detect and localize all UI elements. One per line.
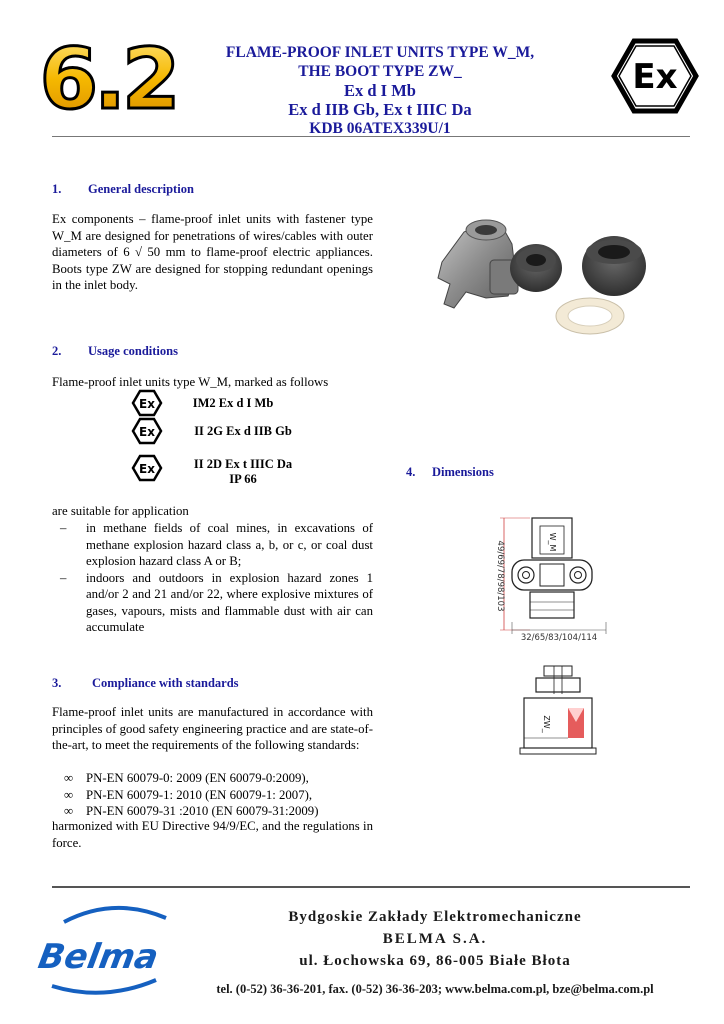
infinity-marker: ∞	[64, 804, 74, 818]
ex-mark-icon	[132, 455, 162, 486]
dimension-drawing-zw	[516, 664, 600, 756]
title-line: THE BOOT TYPE ZW_	[298, 63, 462, 80]
compliance-closing-text: harmonized with EU Directive 94/9/EC, and the regulations in force.	[52, 819, 373, 850]
marking-line: II 2D Ex t IIIC Da	[193, 457, 293, 471]
section-heading-compliance	[52, 676, 239, 691]
company-address: ul. Łochowska 69, 86-005 Białe Błota	[299, 953, 571, 969]
infinity-marker: ∞	[64, 787, 74, 802]
marking-line: II 2G Ex d IIB Gb	[194, 424, 292, 438]
certificate-number: KDB 06ATEX339U/1	[309, 120, 451, 137]
list-item	[52, 570, 373, 636]
dash-marker: –	[60, 521, 67, 535]
product-photo	[424, 200, 694, 348]
section-heading-number: 4.	[406, 465, 416, 479]
marking-line: IP 66	[229, 472, 257, 486]
title-line: Ex d IIB Gb, Ex t IIIC Da	[288, 100, 472, 119]
section-heading-number: 3.	[52, 676, 62, 690]
ex-mark-icon	[132, 390, 162, 421]
list-item	[52, 770, 373, 787]
section-heading-number: 2.	[52, 344, 62, 358]
zw-label: ZW_	[542, 715, 551, 733]
horizontal-dimension-label: 32/65/83/104/114	[520, 633, 598, 643]
section-heading-usage	[52, 344, 178, 359]
list-item-text: indoors and outdoors in explosion hazard zones 1 and/or 2 and 21 and/or 22, where explosive mixtures of gases, vapours, mists and flammable dust with air can accumulate	[86, 570, 373, 634]
general-description-text: Ex components – flame-proof inlet units with fastener type W_M are designed for penetrations of wires/cables with outer diameters of 6 √ 50 mm to flame-proof electric appliances. Boots type ZW are designed for stopping redundant openings in the inlet body.	[52, 212, 373, 292]
standards-list	[52, 770, 373, 820]
section-heading-general	[52, 182, 194, 197]
section-number-text: 6.2	[39, 30, 177, 128]
belma-logo	[35, 902, 174, 1000]
compliance-text: Flame-proof inlet units are manufactured in accordance with principles of good safety engineering practice and are state-of-the-art, to meet the requirements of the following standards:	[52, 705, 373, 752]
list-item	[52, 787, 373, 804]
list-item-text: in methane fields of coal mines, in excavations of methane explosion hazard class a, b, or c, or coal dust explosion hazard class A or B;	[86, 521, 373, 568]
company-full-name: Bydgoskie Zakłady Elektromechaniczne	[288, 909, 582, 925]
section-heading-title: Dimensions	[432, 465, 494, 479]
wm-label: W_M	[548, 532, 557, 552]
section-heading-title: Compliance with standards	[92, 676, 239, 690]
company-info	[190, 906, 680, 998]
header-divider	[52, 136, 690, 137]
section-number-badge	[39, 22, 177, 128]
list-item-text: PN-EN 60079-0: 2009 (EN 60079-0:2009),	[86, 771, 309, 785]
ex-mark-icon	[132, 418, 162, 449]
ex-hexagon-icon	[612, 38, 698, 114]
list-item-text: PN-EN 60079-31 :2010 (EN 60079-31:2009)	[86, 804, 319, 818]
title-line: FLAME-PROOF INLET UNITS TYPE W_M,	[225, 44, 535, 61]
section-heading-number: 1.	[52, 182, 62, 196]
logo-wordmark: Belma	[35, 937, 162, 977]
ex-mark-text: Ex	[632, 57, 678, 97]
vertical-dimension-label: 49/69/78/98/103	[495, 540, 505, 612]
section-heading-title: General description	[88, 182, 194, 196]
svg-text:Ex: Ex	[139, 462, 155, 476]
dimension-drawing-wm	[490, 512, 610, 642]
document-title	[190, 43, 570, 138]
svg-text:Ex: Ex	[139, 425, 155, 439]
usage-intro-text: Flame-proof inlet units type W_M, marked as follows	[52, 375, 329, 389]
dash-marker: –	[60, 570, 67, 585]
infinity-marker: ∞	[64, 771, 74, 785]
usage-bullet-list	[52, 520, 373, 636]
company-contact: tel. (0-52) 36-36-201, fax. (0-52) 36-36-203; www.belma.com.pl, bze@belma.com.pl	[216, 982, 654, 996]
marking-line: IM2 Ex d I Mb	[192, 396, 274, 410]
title-line: Ex d I Mb	[344, 81, 416, 100]
section-heading-dimensions	[406, 465, 494, 480]
section-heading-title: Usage conditions	[88, 344, 178, 358]
list-item	[52, 520, 373, 570]
svg-text:Ex: Ex	[139, 397, 155, 411]
company-short-name: BELMA S.A.	[382, 931, 488, 947]
footer-divider	[52, 886, 690, 888]
usage-suitable-text: are suitable for application	[52, 504, 189, 518]
list-item-text: PN-EN 60079-1: 2010 (EN 60079-1: 2007),	[86, 787, 313, 802]
